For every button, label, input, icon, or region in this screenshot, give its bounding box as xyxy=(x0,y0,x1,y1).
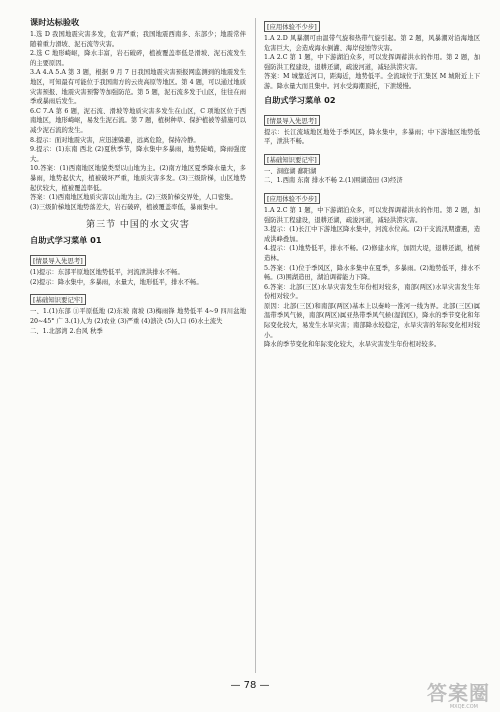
paragraph: 1.A 2.C 第 1 题，中下游湖泊众多，可以发挥调蓄洪水的作用。第 2 题，加强防洪工程建设，退耕还湖，疏浚河道，减轻洪涝灾害。 xyxy=(264,206,480,224)
bracket-label: [基础知识要记牢] xyxy=(30,294,86,305)
column-divider xyxy=(255,18,256,673)
paragraph: 6.C 7.A 第 6 题，泥石流、滑坡等地质灾害多发生在山区，C 项地区位于西南地区，地形崎岖，易发生泥石流。第 7 题，植树种草、保护植被等措施可以减少泥石流的发生。 xyxy=(30,107,246,134)
bracket-label: [应用体验不少步] xyxy=(264,21,320,32)
paragraph: (3)三级阶梯地区地势落差大，岩石破碎，植被覆盖率低，暴雨集中。 xyxy=(30,203,222,211)
paragraph: 3.A 4.A 5.A 第 3 题，根据 9 月 7 日我国地震灾害预报网监测到的地震发生地区，可知最有可能位于我国南方的云贵高原等地区。第 4 题，可以通过地质灾害预报、地震灾害预警等加强防范。第 5 题，泥石流多发于山区，往往在雨季或暴雨后发生。 xyxy=(30,69,246,106)
paragraph: 一、洞庭湖 鄱阳湖 xyxy=(264,167,317,175)
paragraph: 二、1.西南 东南 排水不畅 2.(1)围湖造田 (3)经济 xyxy=(264,177,403,185)
menu-title: 自助式学习菜单 01 xyxy=(30,235,102,246)
paragraph: 一、1.(1)东部 ①平原低地 (2)东坡 南坡 (3)梅雨锋 地势低平 4~9 四川盆地 20~45° 广 3.(1)人为 (2)农业 (3)严重 (4)溃决 (5)人口 (6)水土流失 xyxy=(30,308,246,326)
paragraph: 6.答案：北部(三区)水旱灾害发生年份相对较多，南部(两区)水旱灾害发生年份相对较少。 xyxy=(264,283,480,301)
bracket-label: [情景导入先思考] xyxy=(264,115,320,126)
bracket-label: [情景导入先思考] xyxy=(30,255,86,266)
bracket-label: [应用体验不少步] xyxy=(264,193,320,204)
paragraph: 2.选 C 地形崎岖，降水丰富，岩石破碎，植被覆盖率低是滑坡、泥石流发生的主要原因。 xyxy=(30,50,246,67)
left-column xyxy=(30,14,246,336)
paragraph: 8.提示：面对地震灾害，应迅速躲避，远离危险，保持冷静。 xyxy=(30,136,200,144)
paragraph: (1)提示：东部平原地区地势低平，河流泄洪排水不畅。 xyxy=(30,269,184,277)
paragraph: 1.A 2.C 第 1 题，中下游湖泊众多，可以发挥调蓄洪水的作用。第 2 题，加强防洪工程建设，退耕还湖，疏浚河道，减轻洪涝灾害。 xyxy=(264,54,480,71)
paragraph: 1.选 D 我国地震灾害多发，危害严重；我国地震西南多、东部少；地震常伴随着重力滑坡、泥石流等灾害。 xyxy=(30,31,246,48)
paragraph: 4.提示：(1)地势低平，排水不畅。(2)修建水库，加固大堤，退耕还湖，植树造林。 xyxy=(264,245,480,262)
paragraph: 3.提示：(1)长江中下游地区降水集中，河流水位高。(2)干支流汛期遭遇，造成洪峰叠加。 xyxy=(264,226,480,243)
bracket-label: [基础知识要记牢] xyxy=(264,154,320,165)
answer-paragraph: 答案：(1)西南地区地质灾害以山地为主。(2)三级阶梯交界处，人口密集。 xyxy=(30,194,237,202)
watermark-logo: 答案圈 xyxy=(427,681,490,705)
paragraph: 原因：北部(三区)和南部(两区)基本上以秦岭一淮河一线为界。北部(三区)属温带季风气候，南部(两区)属亚热带季风气候(湿润区)，降水的季节变化和年际变化较大，易发生水旱灾害；南部降水较稳定，水旱灾害的年际变化相对较小。 xyxy=(264,302,480,339)
watermark-url: MXQE.COM xyxy=(449,704,478,710)
chapter-title: 第三节 中国的水文灾害 xyxy=(86,220,190,231)
paragraph: 5.答案：(1)位于季风区，降水多集中在夏季，多暴雨。(2)地势低平，排水不畅。(3)围湖造田，湖泊调蓄能力下降。 xyxy=(264,264,480,282)
paragraph: 二、1.北部湾 2.台风 秋季 xyxy=(30,327,103,335)
paragraph: (2)提示：降水集中，多暴雨，水量大，地形低平，排水不畅。 xyxy=(30,278,203,286)
menu-title: 自助式学习菜单 02 xyxy=(264,94,336,105)
paragraph: 提示：长江流域地区地处于季风区，降水集中，多暴雨；中下游地区地势低平，泄洪不畅。 xyxy=(264,128,480,146)
section-heading: 课时达标验收 xyxy=(30,17,80,27)
paragraph: 降水的季节变化和年际变化较大，水旱灾害发生年份相对较多。 xyxy=(264,341,441,349)
paragraph: 1.A 2.D 风暴潮可由温带气旋和热带气旋引起。第 2 题，风暴潮对沿海地区危害巨大，会造成海水倒灌、海岸侵蚀等灾害。 xyxy=(264,35,480,52)
paragraph: 9.提示：(1)东南 西北 (2)夏秋季节，降水集中多暴雨，地势陡峭，降雨强度大。 xyxy=(30,146,246,163)
paragraph: 10.答案：(1)西南地区地貌类型以山地为主。(2)南方地区夏季降水量大，多暴雨，地势起伏大，植被破坏严重，地质灾害多发。(3)三级阶梯，山区地势起伏较大，植被覆盖率低。 xyxy=(30,165,246,192)
page-number: — 78 — xyxy=(230,680,270,691)
answer-paragraph: 答案：M 城靠近河口，距海近，地势低平。全流域位于汇集区 M 城附近上下游。降水量大而且集中。河水受海潮顶托，下泄缓慢。 xyxy=(264,73,480,90)
right-column xyxy=(264,14,480,350)
